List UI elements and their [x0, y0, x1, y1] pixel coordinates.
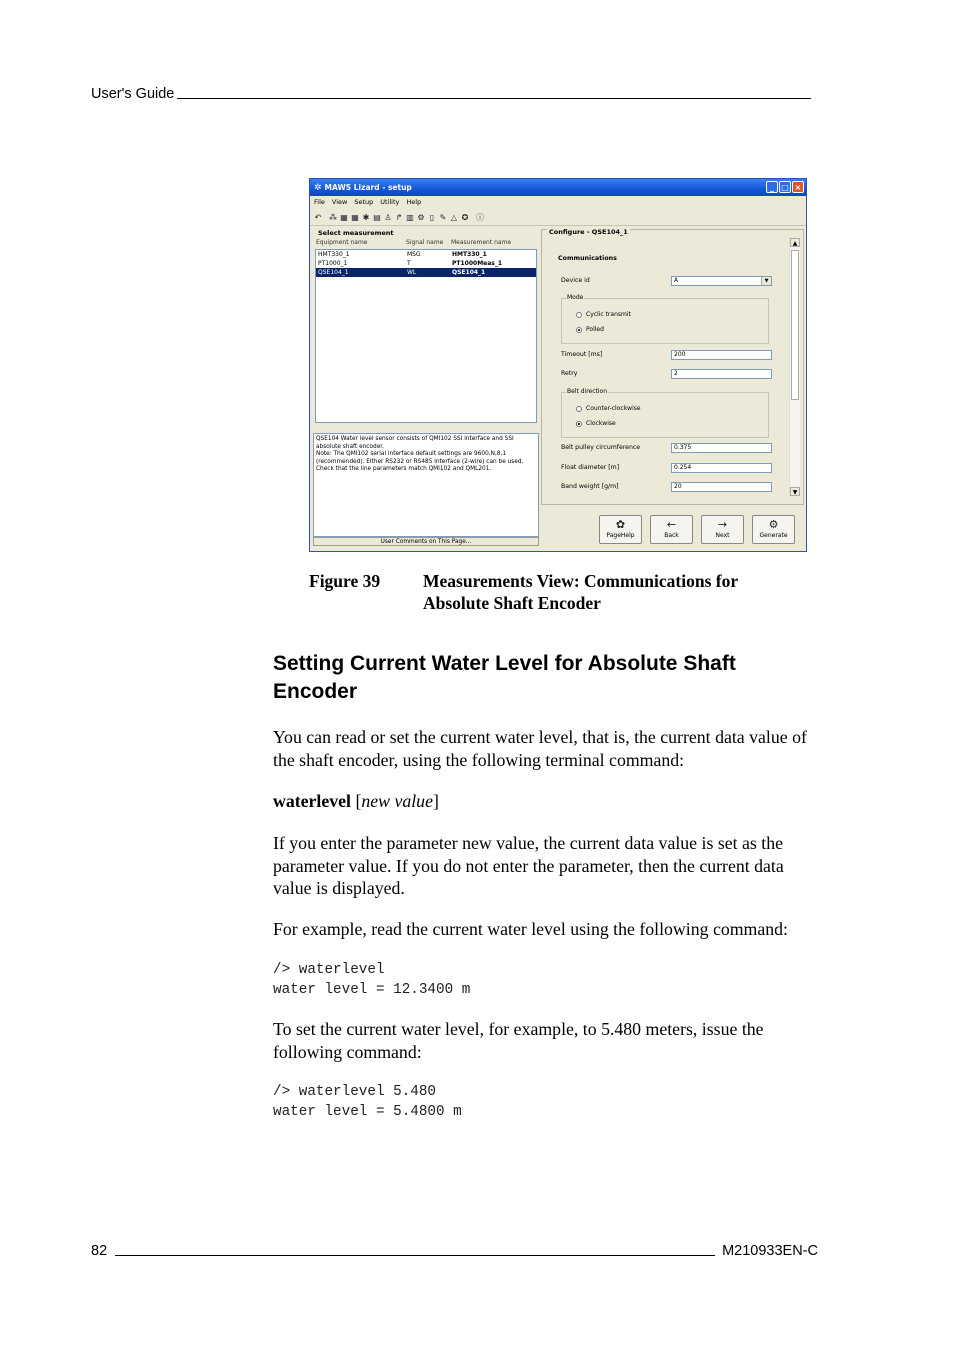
toolbar [310, 209, 806, 226]
doc-icon[interactable]: ▯ [429, 212, 435, 222]
app-window-screenshot [309, 178, 807, 552]
module2-icon[interactable]: ▦ [351, 212, 359, 222]
page-header [91, 86, 811, 102]
mode-group [561, 294, 769, 344]
gear-icon[interactable]: ✪ [461, 212, 469, 222]
belt-direction-group [561, 388, 769, 438]
window-title: MAWS Lizard - setup [324, 183, 412, 192]
code-block-read: /> waterlevel water level = 12.3400 m [273, 962, 471, 998]
logger-icon[interactable]: ▥ [406, 212, 414, 222]
module-icon[interactable]: ▦ [340, 212, 348, 222]
section-heading: Setting Current Water Level for Absolute Shaft Encoder [273, 652, 736, 703]
device-id-select[interactable]: A ▼ [671, 276, 772, 286]
mode-polled-radio[interactable]: Polled [576, 326, 604, 333]
list-item-selected[interactable]: QSE104_1 WL QSE104_1 [316, 268, 536, 277]
float-diameter-input[interactable]: 0.254 [671, 463, 772, 473]
menu-bar [310, 196, 806, 208]
menu-setup[interactable]: Setup [354, 198, 374, 206]
footer-rule [115, 1255, 715, 1256]
wizard-buttons [599, 515, 795, 544]
generate-button[interactable]: ⚙ Generate [752, 515, 795, 544]
chevron-down-icon[interactable]: ▼ [761, 277, 771, 285]
menu-utility[interactable]: Utility [380, 198, 400, 206]
app-icon: ✲ [314, 182, 322, 193]
radio-checked-icon [576, 421, 582, 427]
scroll-down-icon[interactable]: ▼ [790, 487, 800, 496]
select-measurement-pane [313, 229, 539, 545]
help-icon: ✿ [615, 518, 626, 531]
radio-icon [576, 312, 582, 318]
communications-heading: Communications [558, 255, 617, 262]
arrow-right-icon: → [717, 518, 728, 531]
radio-checked-icon [576, 327, 582, 333]
list-item[interactable]: HMT330_1 MSG HMT330_1 [318, 251, 487, 258]
float-diameter-label: Float diameter [m] [561, 464, 620, 471]
mode-cyclic-radio[interactable]: Cyclic transmit [576, 311, 631, 318]
belt-pulley-label: Belt pulley circumference [561, 444, 641, 451]
panel-icon[interactable]: ▤ [373, 212, 381, 222]
header-text: User's Guide [91, 86, 175, 102]
paragraph-intro: You can read or set the current water level, that is, the current data value of the shaft encoder, using the following terminal command: [273, 727, 807, 770]
page-number: 82 [91, 1243, 108, 1259]
scroll-thumb[interactable] [791, 250, 799, 400]
column-equipment[interactable]: Equipment name [316, 239, 368, 246]
command-syntax: waterlevel [new value] [273, 791, 439, 811]
menu-view[interactable]: View [331, 198, 348, 206]
paragraph-set-level: To set the current water level, for example, to 5.480 meters, issue the following command: [273, 1019, 764, 1062]
undo-icon[interactable]: ↶ [314, 212, 322, 222]
column-measurement[interactable]: Measurement name [451, 239, 512, 246]
measurement-columns [313, 239, 539, 246]
device-id-label: Device id [561, 277, 590, 284]
maximize-icon[interactable]: □ [779, 181, 791, 193]
measurement-list[interactable] [315, 249, 537, 423]
bike-icon[interactable]: ⚙ [417, 212, 425, 222]
gears-icon: ⚙ [768, 518, 779, 531]
timeout-label: Timeout [ms] [561, 351, 603, 358]
mode-label: Mode [567, 294, 584, 301]
code-block-set: /> waterlevel 5.480 water level = 5.4800 m [273, 1084, 462, 1120]
page-footer [91, 1243, 818, 1259]
belt-direction-label: Belt direction [567, 388, 608, 395]
list-item[interactable]: PT1000_1 T PT1000Meas_1 [318, 260, 503, 267]
info-icon[interactable]: ⓘ [476, 212, 484, 222]
back-button[interactable]: ← Back [650, 515, 693, 544]
scroll-up-icon[interactable]: ▲ [790, 238, 800, 247]
menu-file[interactable]: File [314, 198, 325, 206]
radio-icon [576, 406, 582, 412]
description-box: QSE104 Water level sensor consists of QMI102 SSI interface and SSI absolute shaft encoder. Note: The QMI102 serial interface default settings are 9600,N,8,1 (recommended). Either RS232 or RS485 interface (2-wire) can be used. Check that the line parameters match QMI102 and QML201. [313, 433, 539, 537]
user-comments-button[interactable]: User Comments on This Page... [313, 537, 539, 546]
belt-counter-clockwise-radio[interactable]: Counter-clockwise [576, 405, 641, 412]
document-id: M210933EN-C [722, 1243, 818, 1259]
figure-title: Measurements View: Communications for Absolute Shaft Encoder [423, 571, 738, 613]
person-icon[interactable]: ♙ [384, 212, 392, 222]
belt-pulley-input[interactable]: 0.375 [671, 443, 772, 453]
band-weight-label: Band weight [g/m] [561, 483, 619, 490]
timeout-input[interactable]: 200 [671, 350, 772, 360]
command-argument: new value [361, 791, 433, 811]
retry-label: Retry [561, 370, 578, 377]
arrow-left-icon: ← [666, 518, 677, 531]
paragraph-parameter: If you enter the parameter new value, the current data value is set as the parameter value. If you do not enter the parameter, then the current data value is displayed. [273, 833, 784, 898]
window-titlebar [310, 179, 806, 196]
select-measurement-title: Select measurement [318, 229, 394, 237]
measure-icon[interactable]: ↱ [395, 212, 403, 222]
configure-title: Configure - QSE104_1 [549, 228, 628, 236]
pagehelp-button[interactable]: ✿ PageHelp [599, 515, 642, 544]
minimize-icon[interactable]: _ [766, 181, 778, 193]
next-button[interactable]: → Next [701, 515, 744, 544]
paragraph-example: For example, read the current water level using the following command: [273, 919, 788, 939]
network-icon[interactable]: ⁂ [329, 212, 337, 222]
close-icon[interactable]: × [792, 181, 804, 193]
alarm-icon[interactable]: △ [450, 212, 458, 222]
scrollbar[interactable] [789, 238, 800, 496]
retry-input[interactable]: 2 [671, 369, 772, 379]
column-signal[interactable]: Signal name [406, 239, 444, 246]
configure-pane [541, 229, 804, 505]
menu-help[interactable]: Help [406, 198, 422, 206]
sensor-icon[interactable]: ✱ [362, 212, 370, 222]
pencil-icon[interactable]: ✎ [439, 212, 447, 222]
belt-clockwise-radio[interactable]: Clockwise [576, 420, 616, 427]
command-name: waterlevel [273, 791, 351, 811]
header-rule [177, 98, 811, 99]
band-weight-input[interactable]: 20 [671, 482, 772, 492]
figure-number: Figure 39 [309, 571, 381, 591]
